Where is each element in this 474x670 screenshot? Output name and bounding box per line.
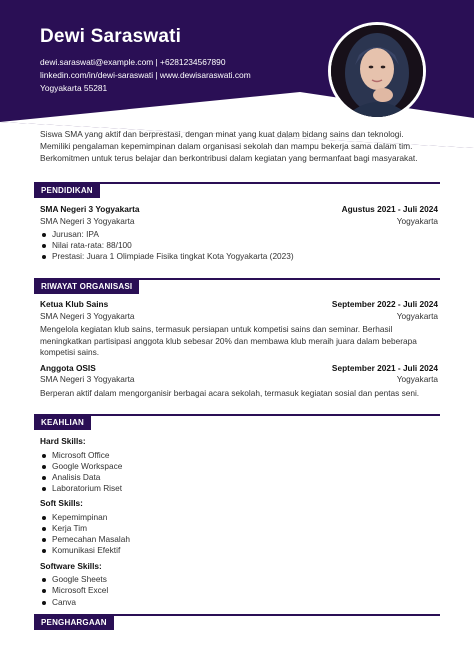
role-title: Anggota OSIS: [40, 362, 96, 373]
organization-city: Yogyakarta: [396, 374, 438, 385]
soft-skills-list: [40, 512, 438, 557]
skills-body: [40, 436, 438, 608]
organization-city: Yogyakarta: [396, 310, 438, 321]
organization-entry: [40, 299, 438, 359]
list-item: Microsoft Office: [40, 450, 438, 461]
awards-header: [34, 614, 440, 628]
education-header: [34, 182, 440, 196]
skills-section: [34, 414, 440, 608]
role-title: Ketua Klub Sains: [40, 299, 109, 309]
organization-entry: [40, 363, 438, 400]
software-skills-list: [40, 574, 438, 608]
role-dates: September 2021 - Juli 2024: [331, 362, 438, 373]
profile-photo: [328, 22, 426, 120]
section-title: PENDIDIKAN: [34, 182, 100, 198]
organization-name: SMA Negeri 3 Yogyakarta: [40, 310, 135, 321]
organization-section: [34, 278, 440, 399]
list-item: Kerja Tim: [40, 523, 438, 534]
list-item: Prestasi: Juara 1 Olimpiade Fisika tingkat Kota Yogyakarta (2023): [40, 251, 438, 262]
section-title: KEAHLIAN: [34, 414, 91, 430]
list-item: Microsoft Excel: [40, 585, 438, 596]
software-skills-title: Software Skills:: [40, 560, 102, 571]
institution: SMA Negeri 3 Yogyakarta: [40, 215, 135, 226]
skills-header: [34, 414, 440, 428]
list-item: Nilai rata-rata: 88/100: [40, 240, 438, 251]
role-description: Berperan aktif dalam mengorganisir berbagai acara sekolah, termasuk kegiatan sosial dan pentas seni.: [40, 387, 420, 398]
education-city: Yogyakarta: [396, 215, 438, 226]
organization-name: SMA Negeri 3 Yogyakarta: [40, 374, 135, 385]
school-name: SMA Negeri 3 Yogyakarta: [40, 204, 140, 214]
header-info: [40, 26, 251, 95]
education-details: [40, 229, 438, 263]
section-divider: [34, 414, 440, 416]
education-entry: [40, 204, 438, 263]
list-item: Pemecahan Masalah: [40, 534, 438, 545]
list-item: Canva: [40, 597, 438, 608]
list-item: Komunikasi Efektif: [40, 545, 438, 556]
section-title: PENGHARGAAN: [34, 614, 114, 630]
awards-section: [34, 614, 440, 628]
soft-skills-title: Soft Skills:: [40, 498, 83, 509]
list-item: Laboratorium Riset: [40, 483, 438, 494]
hard-skills-title: Hard Skills:: [40, 436, 86, 446]
candidate-name: Dewi Saraswati: [40, 26, 182, 47]
profile-summary: Siswa SMA yang aktif dan berprestasi, dengan minat yang kuat dalam bidang sains dan teknologi. Memiliki pengalaman kepemimpinan dalam organisasi sekolah dan mampu bekerja sama dalam tim. Berkomitmen untuk terus belajar dan berkontribusi dalam kegiatan yang bermanfaat bagi masyarakat.: [40, 129, 418, 164]
list-item: Analisis Data: [40, 472, 438, 483]
contact-links: linkedin.com/in/dewi-saraswati | www.dewisaraswati.com: [40, 70, 251, 80]
portrait-illustration: [331, 25, 423, 117]
list-item: Google Workspace: [40, 461, 438, 472]
list-item: Kepemimpinan: [40, 512, 438, 523]
education-section: [34, 182, 440, 263]
list-item: Google Sheets: [40, 574, 438, 585]
contact-email-phone: dewi.saraswati@example.com | +6281234567890: [40, 57, 226, 67]
education-dates: Agustus 2021 - Juli 2024: [341, 204, 438, 214]
list-item: Jurusan: IPA: [40, 229, 438, 240]
section-title: RIWAYAT ORGANISASI: [34, 278, 139, 294]
role-dates: September 2022 - Juli 2024: [331, 299, 438, 309]
organization-header: [34, 278, 440, 292]
role-description: Mengelola kegiatan klub sains, termasuk persiapan untuk kompetisi sains dan seminar. Berhasil meningkatkan partisipasi anggota klub sebesar 20% dan membawa klub meraih juara dalam beberapa kompetisi sains.: [40, 324, 417, 358]
hard-skills-list: [40, 450, 438, 495]
contact-location: Yogyakarta 55281: [40, 83, 108, 93]
